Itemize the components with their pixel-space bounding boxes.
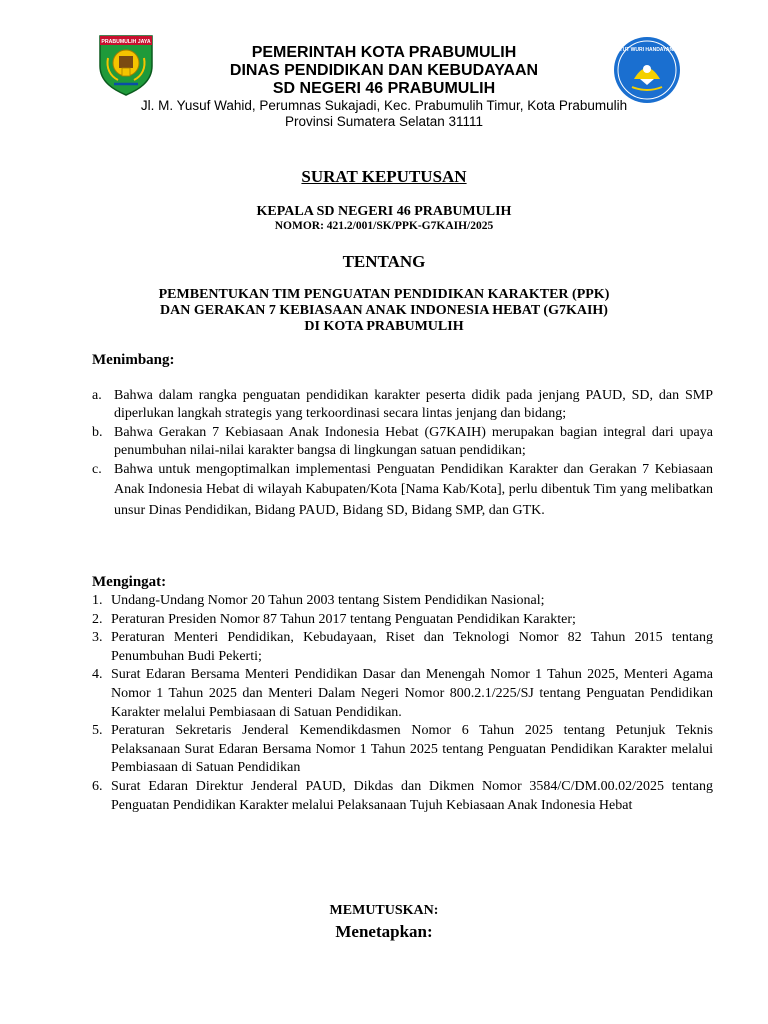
list-marker: 3. xyxy=(92,630,103,646)
list-marker: 2. xyxy=(92,611,103,627)
list-item xyxy=(92,778,713,815)
list-marker: a. xyxy=(92,388,102,403)
about-label: TENTANG xyxy=(342,252,426,271)
list-item-text: Peraturan Presiden Nomor 87 Tahun 2017 tentang Penguatan Pendidikan Karakter; xyxy=(111,611,576,627)
list-item xyxy=(92,611,713,630)
list-item xyxy=(92,387,713,424)
letterhead-department: DINAS PENDIDIKAN DAN KEBUDAYAAN xyxy=(229,62,539,79)
list-item xyxy=(92,424,713,461)
list-item-text: Bahwa untuk mengoptimalkan implementasi Penguatan Pendidikan Karakter dan Gerakan 7 Kebiasaan Anak Indonesia Hebat di wilayah Kabupaten/Kota [Nama Kab/Kota], perlu dibentuk Tim yang melibatkan unsur Dinas Pendidikan, Bidang PAUD, Bidang SD, Bidang SMP, dan GTK. xyxy=(114,461,713,518)
subject-line-1: PEMBENTUKAN TIM PENGUATAN PENDIDIKAN KARAKTER (PPK) xyxy=(158,287,610,302)
list-item xyxy=(92,460,713,522)
list-item-text: Surat Edaran Direktur Jenderal PAUD, Dikdas dan Dikmen Nomor 3584/C/DM.00.02/2025 tentang Penguatan Pendidikan Karakter melalui Pelaksanaan Tujuh Kebiasaan Anak Indonesia Hebat xyxy=(111,778,713,813)
list-item-text: Peraturan Sekretaris Jenderal Kemendikdasmen Nomor 6 Tahun 2025 tentang Petunjuk Teknis Pelaksanaan Surat Edaran Bersama Nomor 1 Tahun 2025 tentang Penguatan Pendidikan Karakter melalui Pembiasaan di Satuan Pendidikan xyxy=(111,723,713,776)
list-marker: 1. xyxy=(92,593,103,608)
establish-label: Menetapkan: xyxy=(335,922,433,941)
document-title: SURAT KEPUTUSAN xyxy=(301,167,467,186)
considering-list xyxy=(92,387,713,521)
document-subject xyxy=(0,287,768,335)
issuer: KEPALA SD NEGERI 46 PRABUMULIH xyxy=(256,204,512,219)
list-item xyxy=(92,592,713,611)
considering-label: Menimbang: xyxy=(92,352,175,368)
letterhead-government: PEMERINTAH KOTA PRABUMULIH xyxy=(251,44,517,61)
logo-motto-text: TUT WURI HANDAYANI xyxy=(619,47,675,53)
list-marker: 6. xyxy=(92,778,103,794)
list-item-text: Peraturan Menteri Pendidikan, Kebudayaan, Riset dan Teknologi Nomor 82 Tahun 2015 tentang Penumbuhan Budi Pekerti; xyxy=(111,630,713,664)
letterhead-school: SD NEGERI 46 PRABUMULIH xyxy=(272,80,496,97)
remembering-list xyxy=(92,592,713,815)
list-item xyxy=(92,666,713,722)
list-item-text: Bahwa Gerakan 7 Kebiasaan Anak Indonesia Hebat (G7KAIH) merupakan bagian integral dari upaya penumbuhan nilai-nilai karakter bangsa di lingkungan satuan pendidikan; xyxy=(114,424,713,459)
remembering-label: Mengingat: xyxy=(92,574,167,590)
subject-line-2: DAN GERAKAN 7 KEBIASAAN ANAK INDONESIA HEBAT (G7KAIH) xyxy=(160,303,608,318)
list-marker: 4. xyxy=(92,667,103,683)
list-marker: b. xyxy=(92,424,103,440)
list-item-text: Surat Edaran Bersama Menteri Pendidikan Dasar dan Menengah Nomor 1 Tahun 2025, Menteri Agama Nomor 1 Tahun 2025 dan Menteri Dalam Negeri Nomor 800.2.1/225/SJ tentang Penguatan Pendidikan Karakter melalui Pembiasaan di Satuan Pendidikan. xyxy=(111,667,713,720)
subject-line-3: DI KOTA PRABUMULIH xyxy=(304,319,464,334)
document-number: NOMOR: 421.2/001/SK/PPK-G7KAIH/2025 xyxy=(274,220,494,232)
list-marker: 5. xyxy=(92,723,103,739)
list-item xyxy=(92,629,713,666)
list-item-text: Bahwa dalam rangka penguatan pendidikan karakter peserta didik pada jenjang PAUD, SD, dan SMP diperlukan langkah strategis yang terkoordinasi secara lintas jenjang dan bidang; xyxy=(114,388,713,422)
list-item xyxy=(92,722,713,778)
letterhead-province: Provinsi Sumatera Selatan 31111 xyxy=(284,114,484,129)
letterhead xyxy=(0,44,768,130)
letterhead-address: Jl. M. Yusuf Wahid, Perumnas Sukajadi, Kec. Prabumulih Timur, Kota Prabumulih xyxy=(140,98,628,113)
list-item-text: Undang-Undang Nomor 20 Tahun 2003 tentang Sistem Pendidikan Nasional; xyxy=(111,593,545,608)
decide-label: MEMUTUSKAN: xyxy=(329,903,439,918)
logo-banner-text: PRABUMULIH JAYA xyxy=(101,39,151,45)
list-marker: c. xyxy=(92,461,102,477)
